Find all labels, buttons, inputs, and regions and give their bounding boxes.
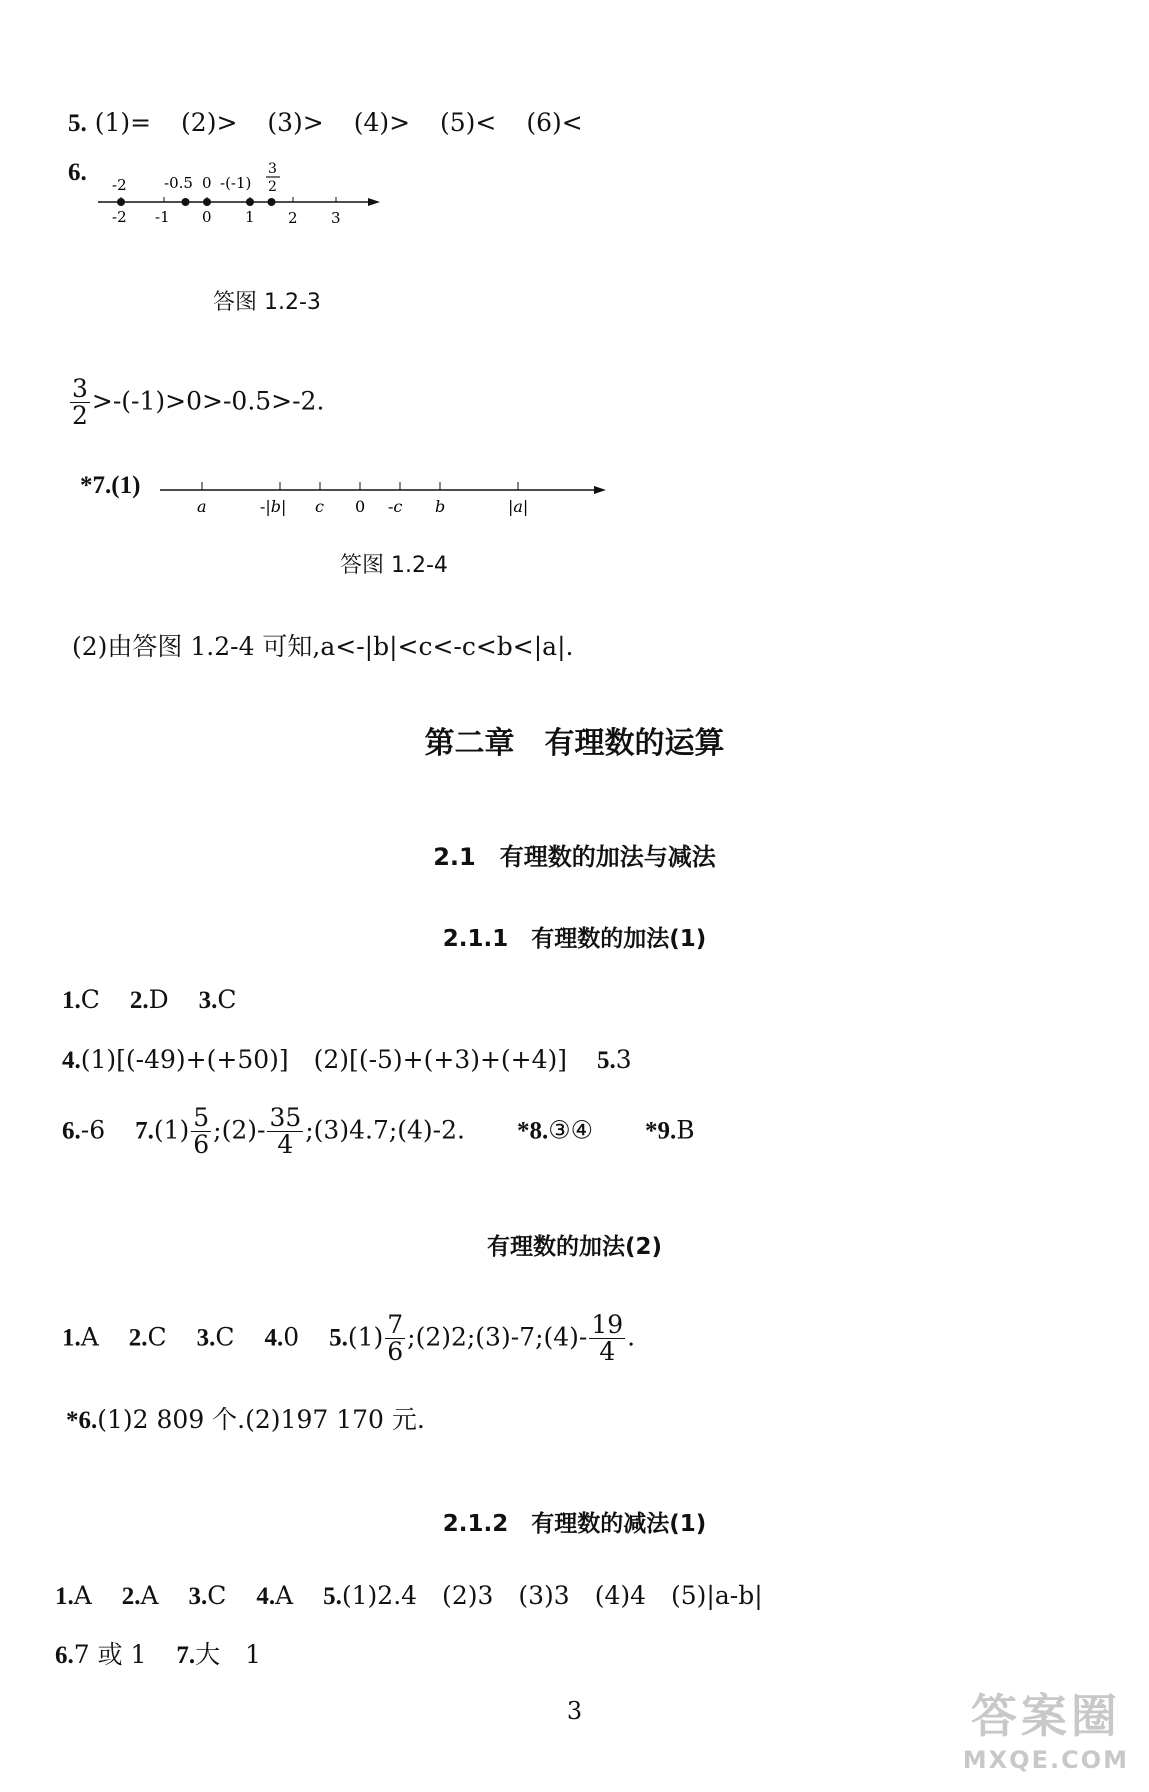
number-line-1-2-4 bbox=[160, 466, 620, 526]
subsection-title-2-1-1: 2.1.1 有理数的加法(1) bbox=[442, 926, 707, 952]
axis-label: -|b| bbox=[260, 497, 287, 516]
answer-line: 4.(1)[(-49)+(+50)] (2)[(-5)+(+3)+(+4)] 5.3 bbox=[62, 1045, 632, 1074]
page-number: 3 bbox=[566, 1697, 583, 1725]
top-label: -(-1) bbox=[220, 174, 252, 192]
chapter-title: 第二章 有理数的运算 bbox=[424, 726, 725, 761]
tick-label: 2 bbox=[288, 209, 298, 227]
figure-caption-1-2-3: 答图 1.2-3 bbox=[213, 290, 321, 315]
tick-label: 3 bbox=[331, 209, 341, 227]
top-label: 0 bbox=[202, 174, 212, 192]
fraction: $\frac{7}{6}$ bbox=[387, 1310, 404, 1367]
axis-label: |a| bbox=[508, 497, 529, 516]
q5-line bbox=[68, 108, 583, 139]
fraction: $\frac{3}{2}$ bbox=[72, 374, 88, 431]
axis-label: a bbox=[197, 497, 207, 516]
top-label: 2 bbox=[268, 179, 277, 195]
q7-label: *7.(1) bbox=[80, 472, 141, 499]
q5-item: (2)> bbox=[181, 108, 238, 137]
fraction: $\frac{5}{6}$ bbox=[193, 1103, 210, 1160]
axis-label: 0 bbox=[355, 497, 366, 516]
tick-label: 1 bbox=[245, 208, 255, 226]
tick-label: -1 bbox=[155, 208, 170, 226]
axis-label: -c bbox=[388, 497, 403, 516]
axis-label: c bbox=[315, 497, 324, 516]
tick-label: 0 bbox=[202, 208, 212, 226]
answer-line: 1.C 2.D 3.C bbox=[62, 985, 237, 1014]
point-neg2 bbox=[117, 198, 125, 206]
answer-line: *6.(1)2 809 个.(2)197 170 元. bbox=[66, 1405, 425, 1434]
subsection-title-add-2: 有理数的加法(2) bbox=[486, 1234, 663, 1260]
q5-item: (6)< bbox=[526, 108, 583, 137]
answer-line: 6.-6 7.(1) $\frac{5}{6}$ ;(2)- $\frac{35}{4}$ ;(3)4.7;(4)-2. *8.③④ *9.B bbox=[62, 1103, 695, 1160]
fraction: $\frac{35}{4}$ bbox=[269, 1103, 302, 1160]
subsection-title-2-1-2: 2.1.2 有理数的减法(1) bbox=[442, 1511, 707, 1537]
watermark-logo: 答案圈 MXQE.COM bbox=[962, 1689, 1129, 1774]
q5-item: (4)> bbox=[353, 108, 411, 137]
q5-item: (1)= bbox=[94, 108, 152, 137]
q7-part2: (2)由答图 1.2-4 可知,a<-|b|<c<-c<b<|a|. bbox=[72, 632, 574, 661]
fraction: $\frac{19}{4}$ bbox=[591, 1310, 624, 1367]
number-line-1-2-3 bbox=[90, 158, 410, 238]
point-0 bbox=[203, 198, 211, 206]
point-1.5 bbox=[268, 198, 276, 206]
top-label: -0.5 bbox=[164, 174, 193, 192]
answer-line: 1.A 2.A 3.C 4.A 5.(1)2.4 (2)3 (3)3 (4)4 (5)|a-b| bbox=[55, 1581, 763, 1610]
q6-number: 6. bbox=[68, 159, 87, 186]
answer-line: 6.7 或 1 7.大 1 bbox=[55, 1640, 262, 1669]
q6-inequality: $\frac{3}{2}$ >-(-1)>0>-0.5>-2. bbox=[72, 374, 325, 431]
figure-caption-1-2-4: 答图 1.2-4 bbox=[340, 553, 448, 578]
top-label: -2 bbox=[112, 176, 127, 194]
q5-number: 5. bbox=[68, 110, 87, 137]
q5-item: (3)> bbox=[267, 108, 324, 137]
q5-item: (5)< bbox=[440, 108, 497, 137]
point-neg0.5 bbox=[182, 198, 190, 206]
top-label: 3 bbox=[268, 161, 277, 177]
section-title-2-1: 2.1 有理数的加法与减法 bbox=[433, 843, 716, 871]
point-1 bbox=[246, 198, 254, 206]
answer-line: 1.A 2.C 3.C 4.0 5.(1) $\frac{7}{6}$ ;(2)2;(3)-7;(4)- $\frac{19}{4}$ . bbox=[62, 1310, 636, 1367]
tick-label: -2 bbox=[112, 208, 127, 226]
axis-label: b bbox=[435, 497, 446, 516]
